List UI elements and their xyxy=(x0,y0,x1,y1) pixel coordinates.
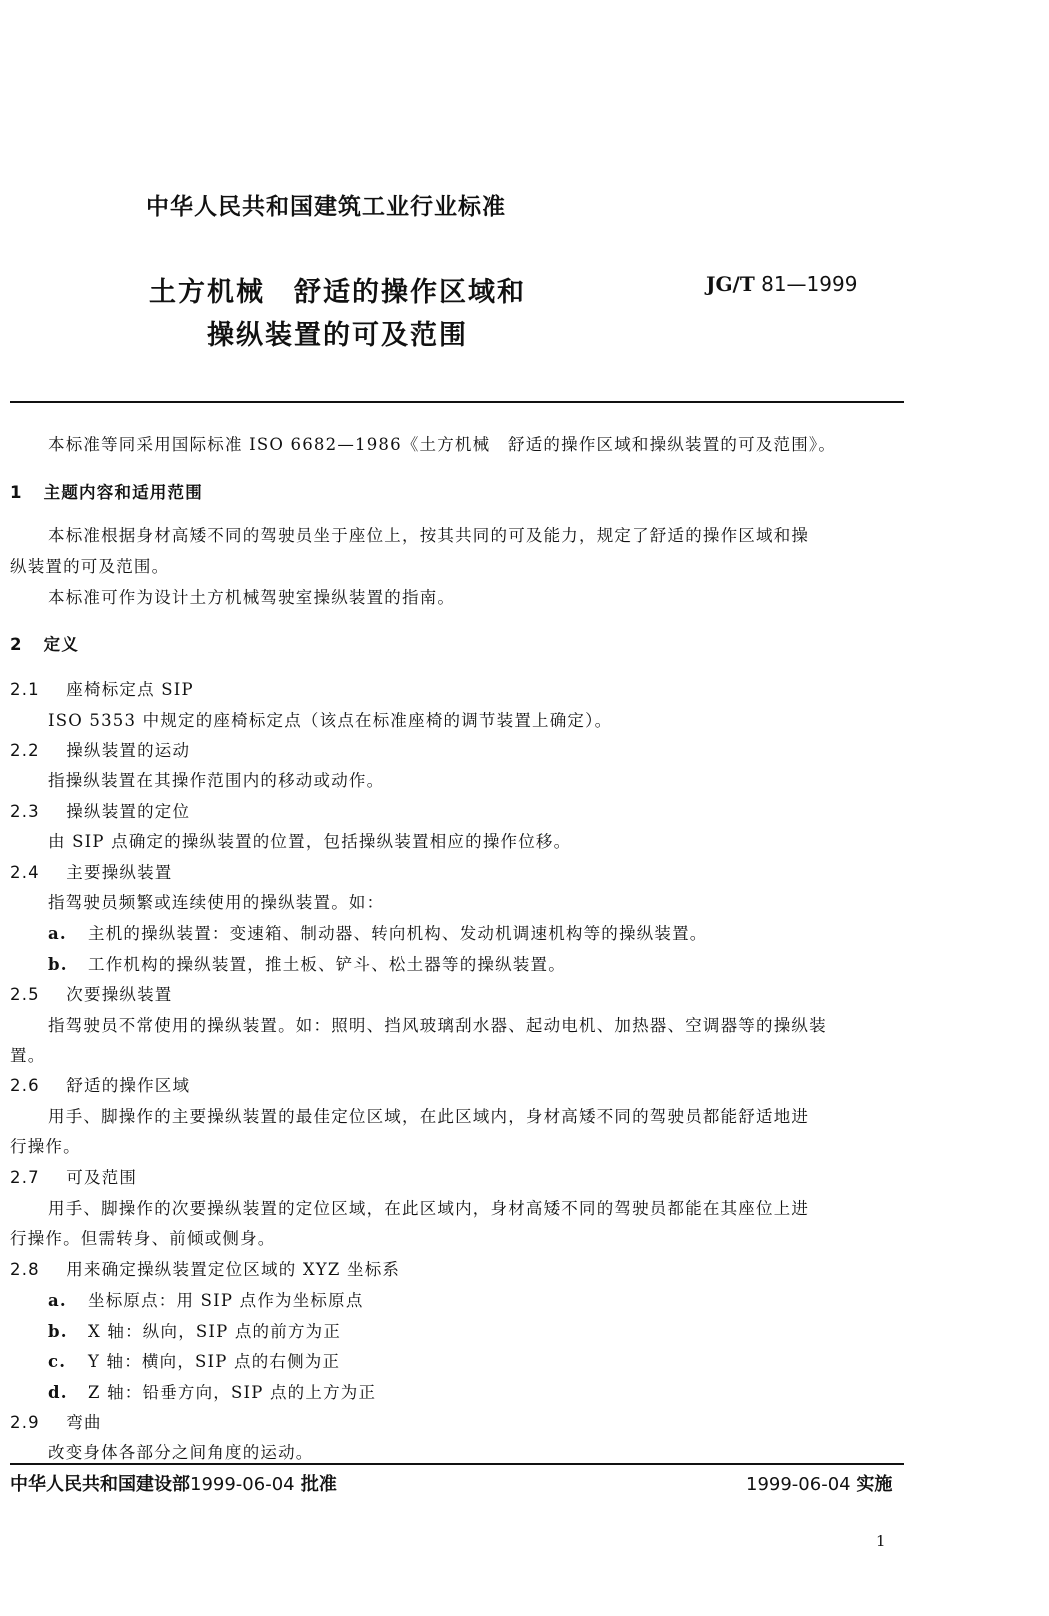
list-item-text: 主机的操纵装置：变速箱、制动器、转向机构、发动机调速机构等的操纵装置。 xyxy=(88,924,708,943)
subsection-title: 主要操纵装置 xyxy=(66,863,173,882)
subsection-2-4-heading xyxy=(10,859,173,883)
issuer: 中华人民共和国建设部 xyxy=(10,1474,190,1495)
list-item xyxy=(48,1287,364,1311)
subsection-title: 操纵装置的运动 xyxy=(66,741,191,760)
subsection-2-4-text: 指驾驶员频繁或连续使用的操纵装置。如： xyxy=(48,893,385,912)
section-number: 1 xyxy=(10,483,23,502)
list-item-marker: a. xyxy=(48,924,67,943)
subsection-number: 2.5 xyxy=(10,985,40,1004)
subsection-title: 次要操纵装置 xyxy=(66,985,173,1004)
list-item-marker: d. xyxy=(48,1383,68,1402)
standard-number xyxy=(706,272,857,296)
subsection-2-9-heading xyxy=(10,1409,102,1433)
standard-code: JG/T xyxy=(706,272,755,296)
subsection-2-7-text-line2: 行操作。但需转身、前倾或侧身。 xyxy=(10,1229,276,1248)
subsection-title: 座椅标定点 SIP xyxy=(66,680,194,699)
document-title-line2: 操纵装置的可及范围 xyxy=(207,320,468,351)
subsection-number: 2.4 xyxy=(10,863,40,882)
subsection-title: 弯曲 xyxy=(66,1413,102,1432)
section-1-heading xyxy=(10,479,203,503)
section-title: 定义 xyxy=(43,635,80,654)
subsection-2-3-text: 由 SIP 点确定的操纵装置的位置，包括操纵装置相应的操作位移。 xyxy=(48,832,572,851)
subsection-number: 2.9 xyxy=(10,1413,40,1432)
section-1-text-line2: 纵装置的可及范围。 xyxy=(10,557,170,576)
subsection-2-1-text: ISO 5353 中规定的座椅标定点（该点在标准座椅的调节装置上确定）。 xyxy=(48,711,613,730)
approval-date: 1999-06-04 xyxy=(190,1474,295,1495)
subsection-2-8-heading xyxy=(10,1256,400,1280)
section-1-text-para2: 本标准可作为设计土方机械驾驶室操纵装置的指南。 xyxy=(48,588,456,607)
subsection-title: 舒适的操作区域 xyxy=(66,1076,191,1095)
subsection-2-9-text: 改变身体各部分之间角度的运动。 xyxy=(48,1443,314,1462)
list-item-text: 工作机构的操纵装置，推土板、铲斗、松土器等的操纵装置。 xyxy=(88,955,566,974)
list-item-text: 坐标原点：用 SIP 点作为坐标原点 xyxy=(88,1291,364,1310)
subsection-2-5-text-line1: 指驾驶员不常使用的操纵装置。如：照明、挡风玻璃刮水器、起动电机、加热器、空调器等的操纵装 xyxy=(48,1016,827,1035)
subsection-2-1-heading xyxy=(10,676,194,700)
subsection-title: 可及范围 xyxy=(66,1168,138,1187)
list-item-marker: b. xyxy=(48,955,68,974)
approval-word: 批准 xyxy=(300,1474,337,1495)
subsection-number: 2.2 xyxy=(10,741,40,760)
subsection-2-6-text-line2: 行操作。 xyxy=(10,1137,81,1156)
list-item xyxy=(48,951,566,975)
subsection-number: 2.1 xyxy=(10,680,40,699)
subsection-number: 2.7 xyxy=(10,1168,40,1187)
effective-line xyxy=(746,1470,892,1496)
subsection-2-3-heading xyxy=(10,798,190,822)
subsection-2-6-heading xyxy=(10,1072,190,1096)
section-1-text-line1: 本标准根据身材高矮不同的驾驶员坐于座位上，按其共同的可及能力，规定了舒适的操作区域和操 xyxy=(48,526,810,545)
subsection-title: 用来确定操纵装置定位区域的 XYZ 坐标系 xyxy=(66,1260,401,1279)
list-item-marker: b. xyxy=(48,1322,68,1341)
list-item-text: Y 轴：横向，SIP 点的右侧为正 xyxy=(88,1352,341,1371)
approval-line xyxy=(10,1470,337,1496)
subsection-number: 2.6 xyxy=(10,1076,40,1095)
list-item xyxy=(48,1348,340,1372)
org-title: 中华人民共和国建筑工业行业标准 xyxy=(146,194,506,220)
header-divider xyxy=(10,401,904,403)
subsection-number: 2.3 xyxy=(10,802,40,821)
subsection-2-2-heading xyxy=(10,737,190,761)
list-item xyxy=(48,1318,341,1342)
list-item-marker: a. xyxy=(48,1291,67,1310)
effective-word: 实施 xyxy=(856,1474,893,1495)
subsection-title: 操纵装置的定位 xyxy=(66,802,191,821)
section-2-heading xyxy=(10,631,79,655)
document-title-line1: 土方机械 舒适的操作区域和 xyxy=(149,277,526,308)
list-item-text: Z 轴：铅垂方向，SIP 点的上方为正 xyxy=(88,1383,377,1402)
page-number: 1 xyxy=(876,1532,886,1550)
subsection-2-7-text-line1: 用手、脚操作的次要操纵装置的定位区域，在此区域内，身材高矮不同的驾驶员都能在其座位上进 xyxy=(48,1199,810,1218)
subsection-2-5-heading xyxy=(10,981,173,1005)
subsection-2-5-text-line2: 置。 xyxy=(10,1046,46,1065)
section-number: 2 xyxy=(10,635,23,654)
subsection-2-6-text-line1: 用手、脚操作的主要操纵装置的最佳定位区域，在此区域内，身材高矮不同的驾驶员都能舒适地进 xyxy=(48,1107,810,1126)
effective-date: 1999-06-04 xyxy=(746,1474,851,1495)
list-item-text: X 轴：纵向，SIP 点的前方为正 xyxy=(88,1322,342,1341)
subsection-number: 2.8 xyxy=(10,1260,40,1279)
list-item xyxy=(48,1379,376,1403)
intro-paragraph: 本标准等同采用国际标准 ISO 6682—1986《土方机械 舒适的操作区域和操纵装置的可及范围》。 xyxy=(48,435,837,454)
section-title: 主题内容和适用范围 xyxy=(43,483,203,502)
list-item-marker: c. xyxy=(48,1352,67,1371)
list-item xyxy=(48,920,708,944)
subsection-2-2-text: 指操纵装置在其操作范围内的移动或动作。 xyxy=(48,771,385,790)
standard-year-number: 81—1999 xyxy=(761,272,858,296)
subsection-2-7-heading xyxy=(10,1164,137,1188)
footer-divider xyxy=(10,1463,904,1465)
